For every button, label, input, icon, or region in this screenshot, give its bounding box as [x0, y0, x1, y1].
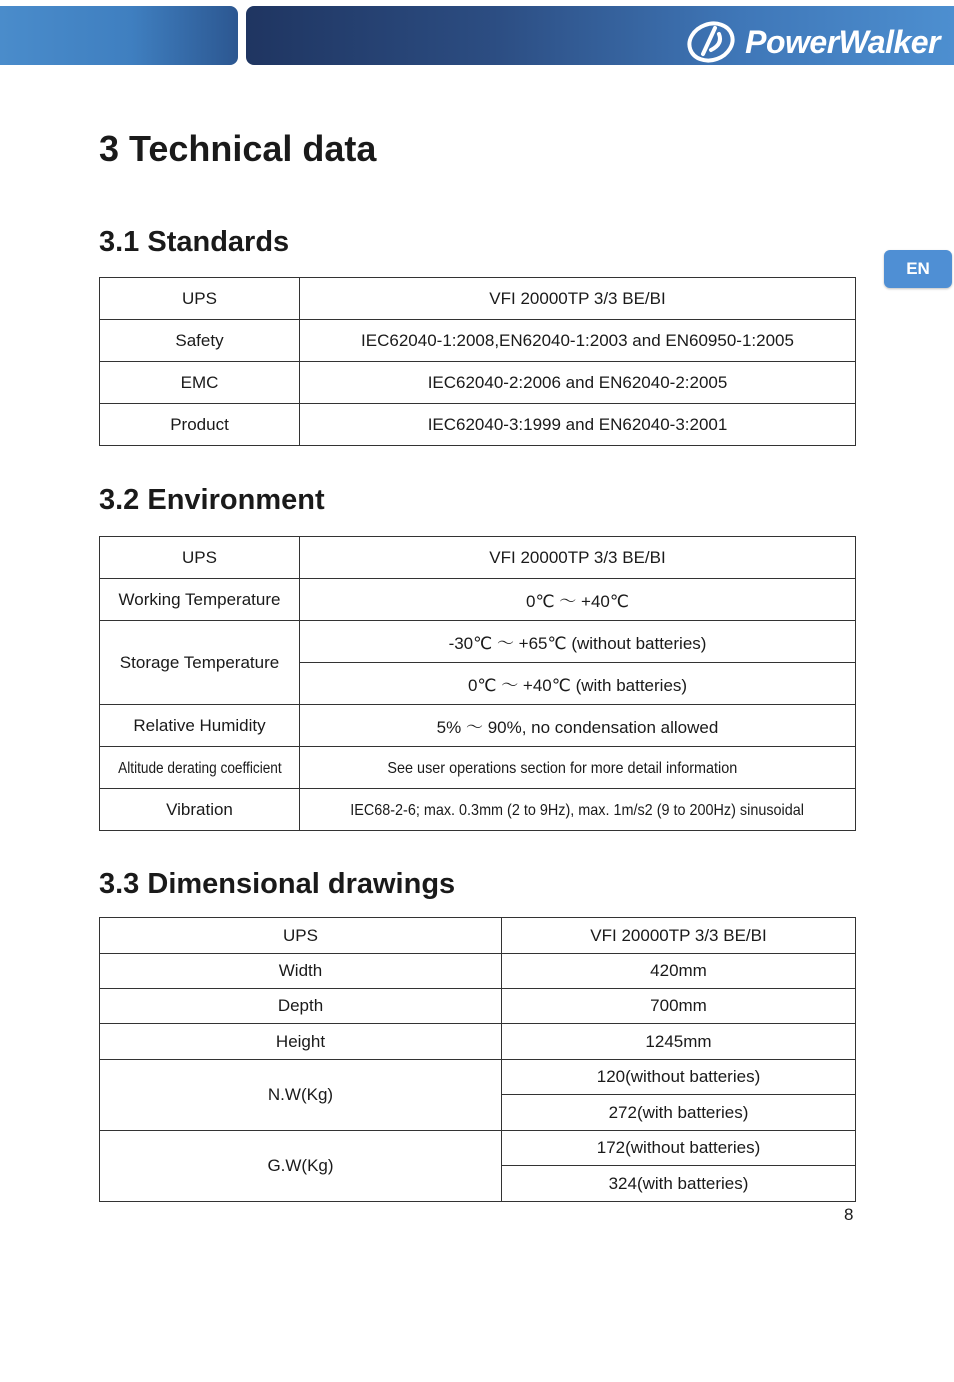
- table-cell: 5% ～ 90%, no condensation allowed: [300, 705, 856, 747]
- table-cell: Depth: [100, 989, 502, 1024]
- table-cell: Relative Humidity: [100, 705, 300, 747]
- logo-text: PowerWalker: [745, 23, 940, 60]
- standards-heading: 3.1 Standards: [99, 226, 290, 258]
- table-cell: Height: [100, 1024, 502, 1060]
- table-cell: [300, 747, 856, 789]
- table-cell: 1245mm: [502, 1024, 856, 1060]
- table-row: [100, 404, 856, 446]
- table-cell: G.W(Kg): [100, 1131, 502, 1202]
- header-banner-left: [0, 6, 238, 65]
- table-cell: 272(with batteries): [502, 1095, 856, 1131]
- table-row: [100, 989, 856, 1024]
- header-banner: [246, 6, 954, 65]
- language-tab-en[interactable]: EN: [884, 250, 952, 288]
- table-cell: VFI 20000TP 3/3 BE/BI: [502, 918, 856, 954]
- table-row: [100, 579, 856, 621]
- dimensions-table: [99, 917, 856, 1202]
- table-row: [100, 362, 856, 404]
- table-cell: VFI 20000TP 3/3 BE/BI: [300, 278, 856, 320]
- table-row: [100, 1060, 856, 1095]
- table-cell: IEC62040-1:2008,EN62040-1:2003 and EN60950-1:2005: [300, 320, 856, 362]
- table-cell: 324(with batteries): [502, 1166, 856, 1202]
- table-row: [100, 918, 856, 954]
- page-title: 3 Technical data: [99, 128, 377, 169]
- table-cell: 120(without batteries): [502, 1060, 856, 1095]
- powerwalker-logo-icon: [685, 20, 739, 64]
- table-cell: UPS: [100, 537, 300, 579]
- table-cell: Product: [100, 404, 300, 446]
- table-row: [100, 621, 856, 663]
- table-cell: Storage Temperature: [100, 621, 300, 705]
- table-cell: VFI 20000TP 3/3 BE/BI: [300, 537, 856, 579]
- table-row: [100, 1024, 856, 1060]
- table-cell: 0℃ ～ +40℃ (with batteries): [300, 663, 856, 705]
- table-cell: 0℃ ～ +40℃: [300, 579, 856, 621]
- vibration-value: IEC68-2-6; max. 0.3mm (2 to 9Hz), max. 1m/s2 (9 to 200Hz) sinusoidal: [350, 801, 805, 819]
- table-cell: [100, 747, 300, 789]
- page-number: 8: [844, 1205, 854, 1224]
- table-cell: Safety: [100, 320, 300, 362]
- table-cell: Width: [100, 954, 502, 989]
- table-cell: -30℃ ～ +65℃ (without batteries): [300, 621, 856, 663]
- table-cell: UPS: [100, 278, 300, 320]
- table-row: [100, 1131, 856, 1166]
- table-cell: 420mm: [502, 954, 856, 989]
- table-cell: Working Temperature: [100, 579, 300, 621]
- altitude-label: Altitude derating coefficient: [117, 759, 282, 777]
- environment-heading: 3.2 Environment: [99, 484, 325, 516]
- table-row: [100, 537, 856, 579]
- table-cell: N.W(Kg): [100, 1060, 502, 1131]
- table-cell: [300, 789, 856, 831]
- table-row: [100, 789, 856, 831]
- table-cell: 700mm: [502, 989, 856, 1024]
- table-cell: UPS: [100, 918, 502, 954]
- table-cell: 172(without batteries): [502, 1131, 856, 1166]
- table-cell: IEC62040-3:1999 and EN62040-3:2001: [300, 404, 856, 446]
- brand-logo: [685, 20, 940, 64]
- table-row: [100, 747, 856, 789]
- table-row: [100, 705, 856, 747]
- table-row: [100, 278, 856, 320]
- table-row: [100, 320, 856, 362]
- table-cell: EMC: [100, 362, 300, 404]
- table-cell: IEC62040-2:2006 and EN62040-2:2005: [300, 362, 856, 404]
- altitude-value: See user operations section for more detail information: [387, 759, 738, 777]
- table-cell: Vibration: [100, 789, 300, 831]
- standards-table: [99, 277, 856, 446]
- environment-table: [99, 536, 856, 831]
- dimensions-heading: 3.3 Dimensional drawings: [99, 868, 456, 900]
- table-row: [100, 954, 856, 989]
